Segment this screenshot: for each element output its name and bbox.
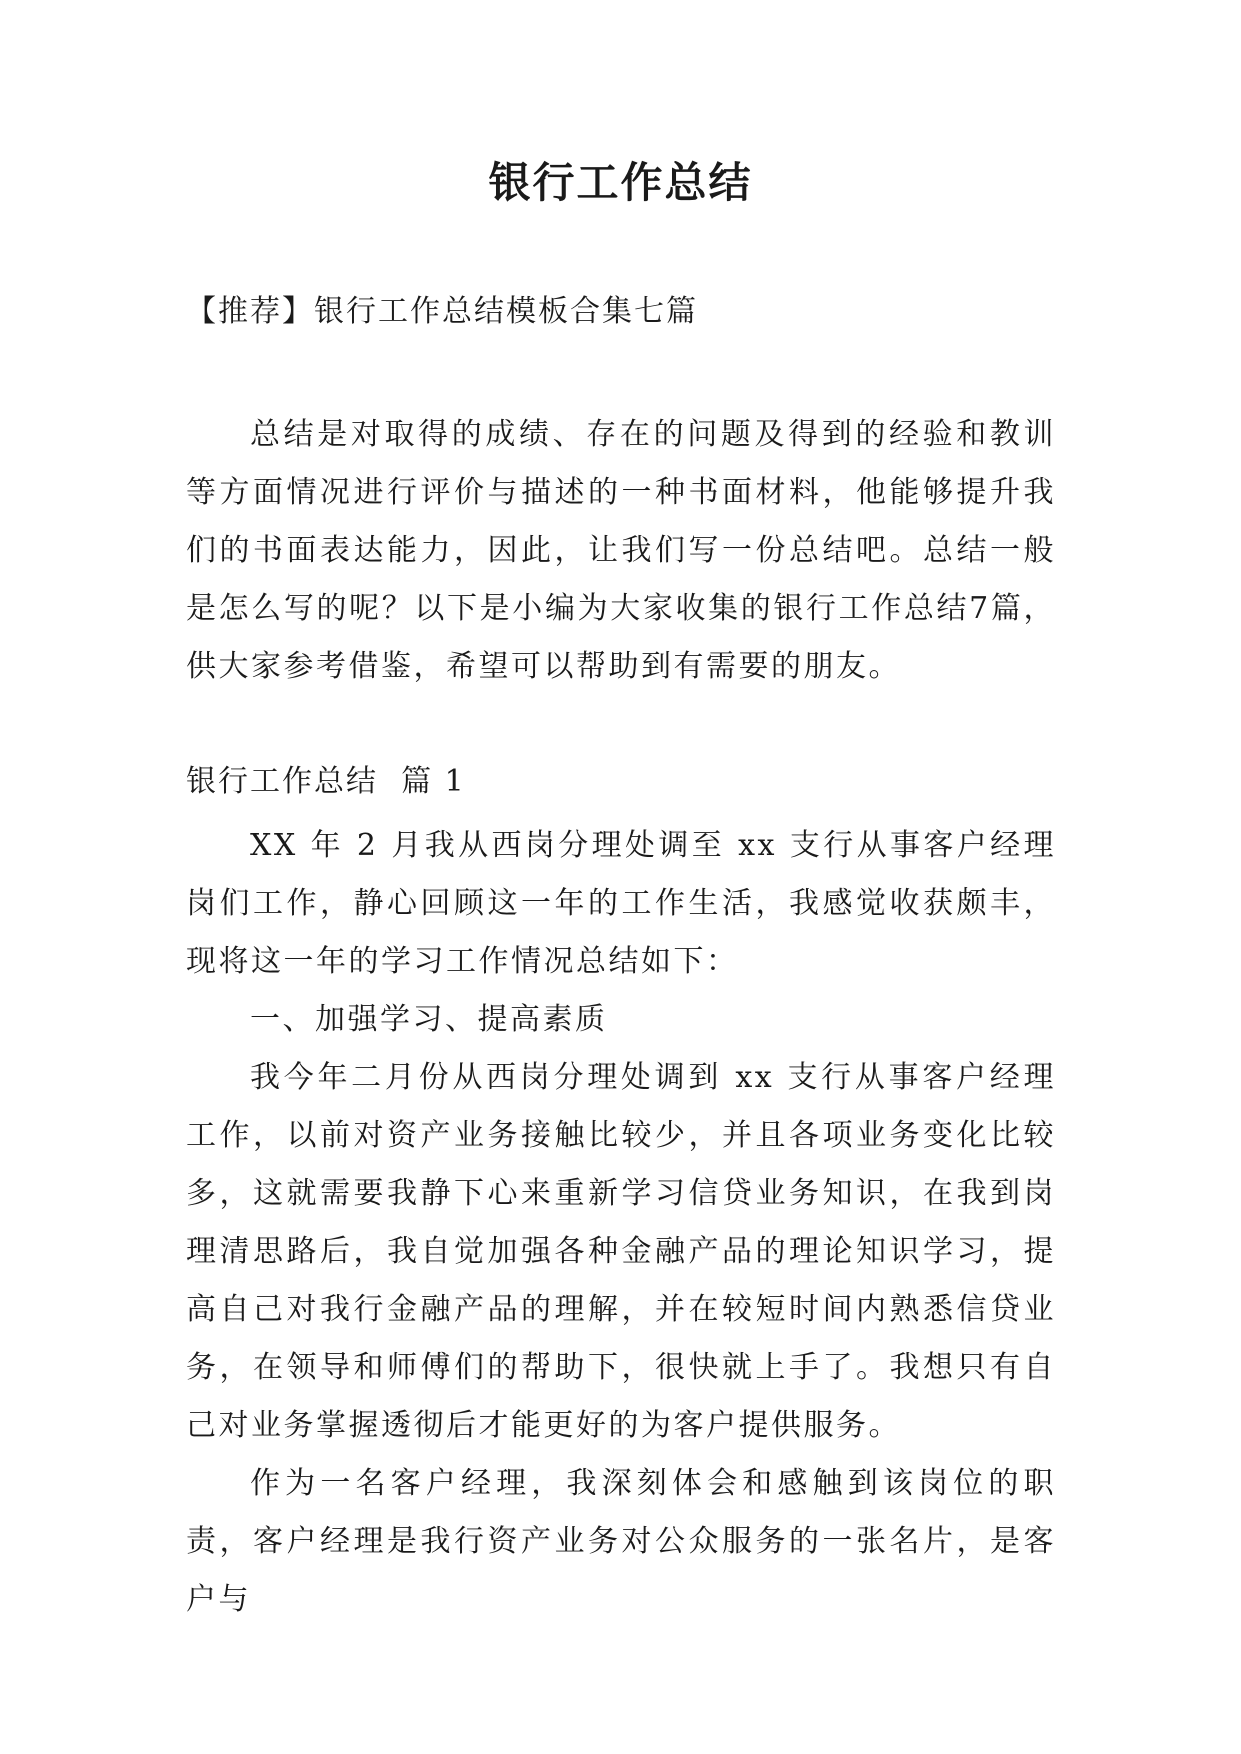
body-subheading: 一、加强学习、提高素质 [250,1002,608,1037]
body-paragraph: 作为一名客户经理，我深刻体会和感触到该岗位的职责，客户经理是我行资产业务对公众服务的一张名片，是客户与 [186,1466,1056,1617]
section-heading: 银行工作总结 篇 1 [186,764,466,799]
document-subtitle: 【推荐】银行工作总结模板合集七篇 [186,294,698,329]
intro-paragraph: 总结是对取得的成绩、存在的问题及得到的经验和教训等方面情况进行评价与描述的一种书面材料，他能够提升我们的书面表达能力，因此，让我们写一份总结吧。总结一般是怎么写的呢？以下是小编为大家收集的银行工作总结7篇，供大家参考借鉴，希望可以帮助到有需要的朋友。 [186,417,1056,684]
section-body [186,817,1056,1629]
body-paragraph: 我今年二月份从西岗分理处调到 xx 支行从事客户经理工作，以前对资产业务接触比较少，并且各项业务变化比较多，这就需要我静下心来重新学习信贷业务知识，在我到岗理清思路后，我自觉加强各种金融产品的理论知识学习，提高自己对我行金融产品的理解，并在较短时间内熟悉信贷业务，在领导和师傅们的帮助下，很快就上手了。我想只有自己对业务掌握透彻后才能更好的为客户提供服务。 [186,1060,1056,1443]
document-title: 银行工作总结 [488,158,753,207]
body-paragraph: XX 年 2 月我从西岗分理处调至 xx 支行从事客户经理岗们工作，静心回顾这一年的工作生活，我感觉收获颇丰，现将这一年的学习工作情况总结如下： [186,828,1056,979]
